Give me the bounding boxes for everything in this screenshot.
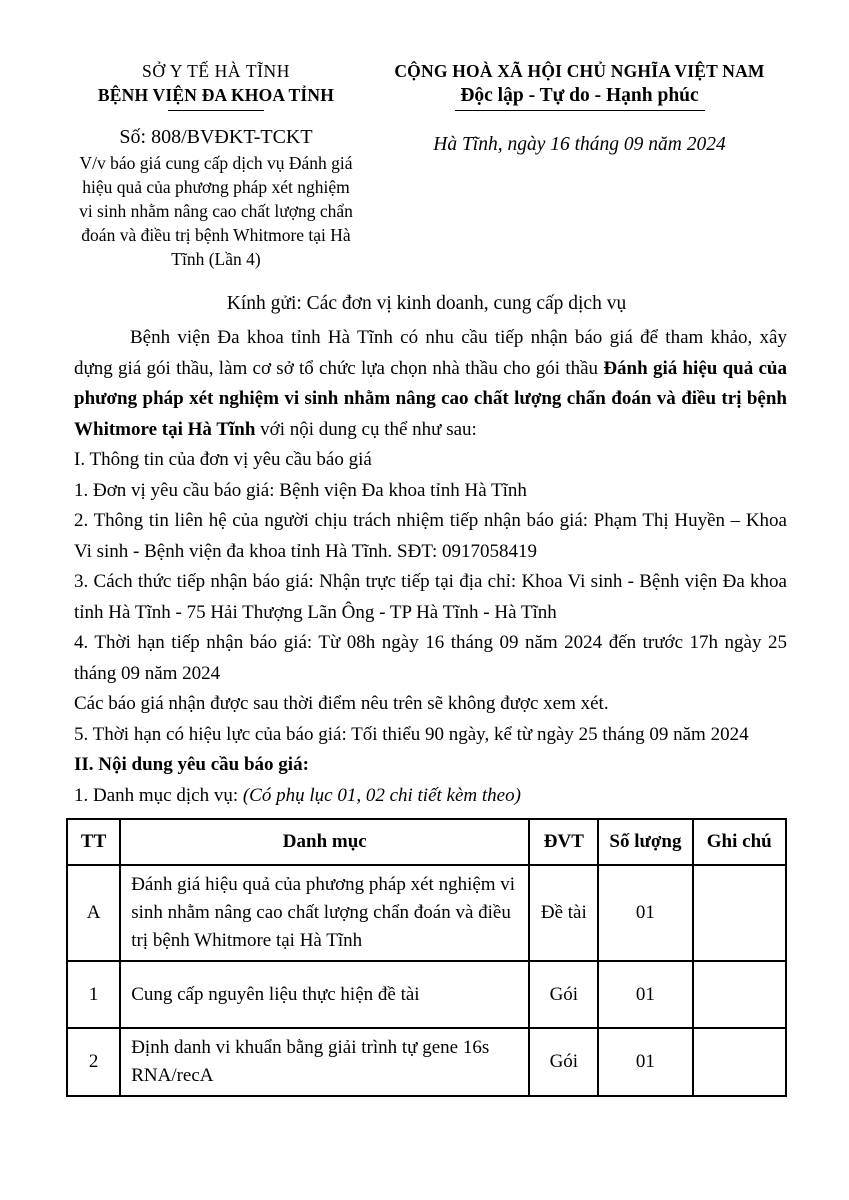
cell-name: Cung cấp nguyên liệu thực hiện đề tài	[120, 961, 529, 1028]
document-body	[74, 323, 787, 811]
cell-qty: 01	[598, 961, 692, 1028]
place-date-line: Hà Tĩnh, ngày 16 tháng 09 năm 2024	[433, 134, 726, 155]
hospital-name: BỆNH VIỆN ĐA KHOA TỈNH	[97, 85, 335, 105]
package-name: Đánh giá hiệu quả của phương pháp xét nghiệm vi sinh nhằm nâng cao chất lượng chẩn đoán và điều trị bệnh Whitmore tại Hà Tĩnh	[74, 357, 787, 440]
service-table	[66, 818, 787, 1097]
appendix-note: (Có phụ lục 01, 02 chi tiết kèm theo)	[242, 784, 521, 806]
header-cell-note: Ghi chú	[693, 819, 786, 865]
cell-qty: 01	[598, 1028, 692, 1096]
cell-tt: 1	[67, 961, 120, 1028]
header-cell-qty: Số lượng	[598, 819, 692, 865]
section-1-title: I. Thông tin của đơn vị yêu cầu báo giá	[74, 449, 372, 470]
national-motto: Độc lập - Tự do - Hạnh phúc	[460, 85, 699, 106]
document-header	[66, 60, 787, 271]
intro-tail: với nội dung cụ thể như sau:	[255, 418, 477, 440]
cell-unit: Đề tài	[529, 865, 598, 961]
section-2-title: II. Nội dung yêu cầu báo giá:	[74, 754, 309, 775]
intro-lead: Bệnh viện Đa khoa tỉnh Hà Tĩnh có nhu cầu tiếp nhận báo giá để tham khảo, xây dựng giá gói thầu, làm cơ sở tổ chức lựa chọn nhà thầu cho gói thầu	[74, 327, 787, 379]
cell-unit: Gói	[529, 1028, 598, 1096]
header-cell-tt: TT	[67, 819, 120, 865]
org-underline	[168, 110, 264, 111]
national-header-block	[366, 60, 787, 158]
table-header-row	[67, 819, 786, 865]
cell-tt: 2	[67, 1028, 120, 1096]
cell-note	[693, 961, 786, 1028]
header-cell-name: Danh mục	[120, 819, 529, 865]
section-2-item-1	[74, 781, 787, 812]
section-1-item-3: 3. Cách thức tiếp nhận báo giá: Nhận trực tiếp tại địa chỉ: Khoa Vi sinh - Bệnh viện Đa khoa tỉnh Hà Tĩnh - 75 Hải Thượng Lãn Ông - TP Hà Tĩnh - Hà Tĩnh	[74, 571, 787, 623]
table-row	[67, 865, 786, 961]
header-cell-unit: ĐVT	[529, 819, 598, 865]
cell-qty: 01	[598, 865, 692, 961]
section-1-item-5: 5. Thời hạn có hiệu lực của báo giá: Tối thiểu 90 ngày, kể từ ngày 25 tháng 09 năm 2024	[74, 723, 749, 745]
cell-note	[693, 1028, 786, 1096]
doc-number: Số: 808/BVĐKT-TCKT	[119, 126, 313, 148]
issuer-block	[66, 60, 366, 271]
intro-paragraph	[74, 323, 787, 445]
section-1-item-1: 1. Đơn vị yêu cầu báo giá: Bệnh viện Đa khoa tỉnh Hà Tĩnh	[74, 479, 527, 501]
country-title: CỘNG HOÀ XÃ HỘI CHỦ NGHĨA VIỆT NAM	[394, 61, 765, 81]
cell-unit: Gói	[529, 961, 598, 1028]
cell-note	[693, 865, 786, 961]
cell-name: Đánh giá hiệu quả của phương pháp xét nghiệm vi sinh nhằm nâng cao chất lượng chẩn đoán và điều trị bệnh Whitmore tại Hà Tĩnh	[120, 865, 529, 961]
quote-deadline-note: Các báo giá nhận được sau thời điểm nêu trên sẽ không được xem xét.	[74, 693, 609, 714]
parent-org-name: SỞ Y TẾ HÀ TĨNH	[141, 61, 291, 81]
service-list-lead: 1. Danh mục dịch vụ:	[74, 784, 243, 806]
doc-subject: V/v báo giá cung cấp dịch vụ Đánh giá hiệu quả của phương pháp xét nghiệm vi sinh nhằm nâng cao chất lượng chẩn đoán và điều trị bệnh Whitmore tại Hà Tĩnh (Lần 4)	[79, 153, 353, 269]
salutation-line: Kính gửi: Các đơn vị kinh doanh, cung cấp dịch vụ	[226, 293, 627, 314]
table-row	[67, 1028, 786, 1096]
table-row	[67, 961, 786, 1028]
cell-tt: A	[67, 865, 120, 961]
section-1-item-4: 4. Thời hạn tiếp nhận báo giá: Từ 08h ngày 16 tháng 09 năm 2024 đến trước 17h ngày 25 tháng 09 năm 2024	[74, 632, 787, 684]
motto-underline	[455, 110, 705, 111]
cell-name: Định danh vi khuẩn bằng giải trình tự gene 16s RNA/recA	[120, 1028, 529, 1096]
section-1-item-2: 2. Thông tin liên hệ của người chịu trách nhiệm tiếp nhận báo giá: Phạm Thị Huyền – Khoa Vi sinh - Bệnh viện đa khoa tỉnh Hà Tĩnh. SĐT: 0917058419	[74, 510, 787, 562]
